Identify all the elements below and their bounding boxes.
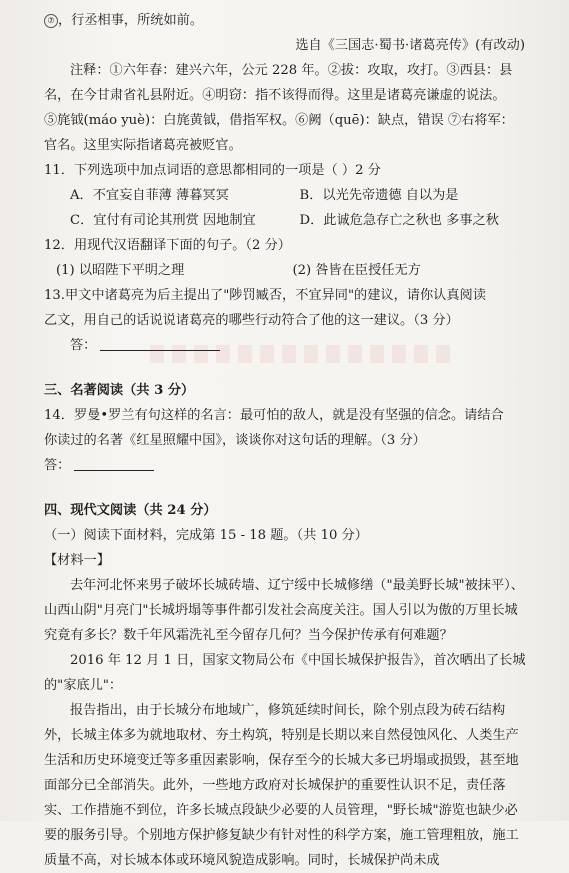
answer-line: 答： [44, 333, 529, 358]
note-line: 名，在今甘肃省礼县附近。④明窃：指不该得而得。这里是诸葛亮谦虚的说法。 [44, 88, 506, 103]
question-12: 12．用现代汉语翻译下面的句子。（2 分） [44, 238, 291, 253]
source-citation: 选自《三国志·蜀书·诸葛亮传》(有改动) [295, 38, 525, 53]
note-line: 官名。这里实际指诸葛亮被贬官。 [44, 138, 242, 153]
item-2: (2) 咎皆在臣授任无方 [292, 263, 421, 278]
option-d: D．此诚危急存亡之秋也 多事之秋 [299, 213, 499, 228]
option-a: A．不宜妄自菲薄 薄暮冥冥 [70, 188, 229, 203]
question-11: 11．下列选项中加点词语的意思都相同的一项是（ ）2 分 [44, 163, 381, 178]
question-11-options [44, 208, 529, 233]
item-1: (1) 以昭陛下平明之理 [56, 263, 185, 278]
question-13-cont: 乙文，用自己的话说说诸葛亮的哪些行动符合了他的这一建议。（3 分） [44, 313, 459, 328]
section-3-heading: 三、名著阅读（共 3 分） [44, 383, 195, 398]
question-14-cont: 你读过的名著《红星照耀中国》，谈谈你对这句话的理解。（3 分） [44, 433, 426, 448]
question-13: 13.甲文中诸葛亮为后主提出了"陟罚臧否，不宜异同"的建议，请你认真阅读 [44, 288, 486, 303]
option-c: C．宜付有司论其刑赏 因地制宜 [70, 213, 256, 228]
paragraph: 2016 年 12 月 1 日，国家文物局公布《中国长城保护报告》，首次晒出了长城的"家底儿"： [44, 653, 526, 693]
option-b: B．以光先帝遗德 自以为是 [299, 188, 459, 203]
answer-blank[interactable] [74, 456, 154, 471]
answer-line: 答： [44, 453, 529, 478]
question-12-items [44, 258, 529, 283]
note-line: 注释：①六年春：建兴六年，公元 228 年。②拔：攻取，攻打。③西县：县 [70, 63, 513, 78]
question-11-options [44, 183, 529, 208]
section-4-heading: 四、现代文阅读（共 24 分） [44, 503, 217, 518]
question-14: 14．罗曼•罗兰有句这样的名言：最可怕的敌人，就是没有坚强的信念。请结合 [44, 408, 504, 423]
note-line: ⑤旄钺(máo yuè)：白旄黄钺，借指军权。⑥阙（quē)：缺点，错误 ⑦右将军： [44, 113, 514, 128]
bleed-through-text [150, 345, 450, 363]
material-label: 【材料一】 [44, 553, 110, 568]
footnote-mark: ⑦ [44, 14, 58, 28]
text-line: ⑦ ，行丞相事，所统如前。 [44, 8, 529, 33]
paragraph: 去年河北怀来男子破坏长城砖墙、辽宁绥中长城修缮（"最美野长城"被抹平）、山西山阴"月亮门"长城坍塌等事件都引发社会高度关注。国人引以为傲的万里长城究竟有多长？数千年风霜洗礼至今留存几何？当今保护传承有何难题？ [44, 578, 524, 643]
paragraph: 报告指出，由于长城分布地域广，修筑延续时间长，除个别点段为砖石结构外，长城主体多为就地取材、夯土构筑，特别是长期以来自然侵蚀风化、人类生产生活和历史环境变迁等多重因素影响，保存至今的长城大多已坍塌或损毁，甚至地面部分已全部消失。此外，一些地方政府对长城保护的重要性认识不足，责任落实、工作措施不到位，许多长城点段缺少必要的人员管理，"野长城"游览也缺少必要的服务引导。个别地方保护修复缺少有针对性的科学方案，施工管理粗放，施工质量不高，对长城本体或环境风貌造成影响。同时，长城保护尚未成 [44, 703, 519, 868]
subsection-heading: （一）阅读下面材料，完成第 15 - 18 题。（共 10 分） [44, 528, 368, 543]
